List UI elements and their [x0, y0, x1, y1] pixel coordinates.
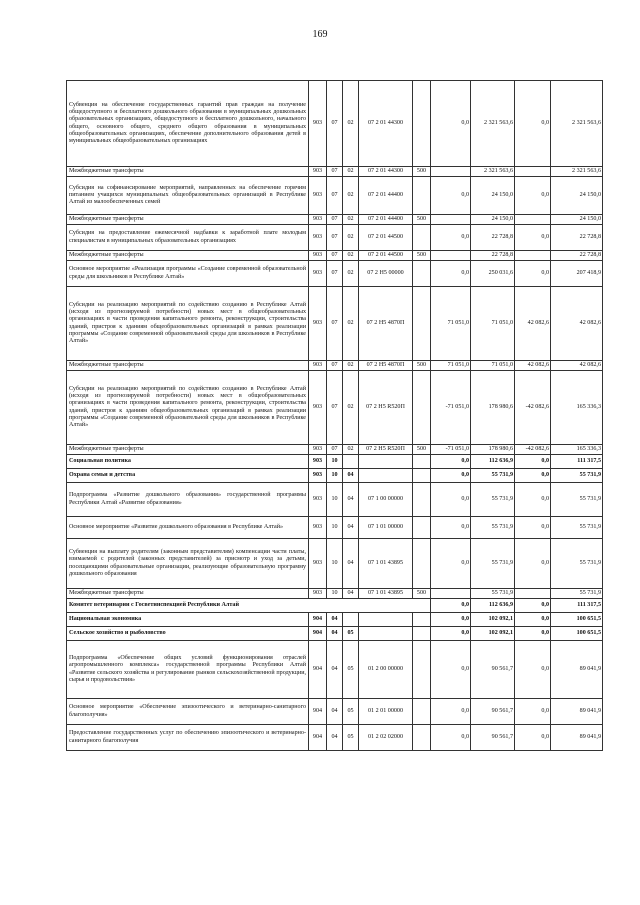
row-name-cell: Подпрограмма «Обеспечение общих условий функционирования отраслей агропромышленного комплекса» государственной программы Республики Алтай «Развитие сельского хозяйства и регулирование рынков сельскохозяйственной продукции, сырья и продовольствия» [67, 641, 309, 699]
row-amount-a-cell: 0,0 [431, 469, 471, 483]
row-admin-code-cell: 904 [309, 627, 327, 641]
row-admin-code-cell: 903 [309, 81, 327, 167]
row-target-article-cell: 07 2 Н5 00000 [359, 261, 413, 287]
row-target-article-cell: 07 1 01 43895 [359, 589, 413, 599]
row-expense-type-cell: 500 [413, 215, 431, 225]
row-admin-code-cell: 903 [309, 455, 327, 469]
row-amount-c-cell: 0,0 [515, 261, 551, 287]
row-subsection-code-cell: 02 [343, 287, 359, 361]
row-amount-c-cell [515, 251, 551, 261]
row-expense-type-cell: 500 [413, 167, 431, 177]
row-subsection-code-cell: 02 [343, 251, 359, 261]
row-admin-code-cell: 903 [309, 371, 327, 445]
table-row [67, 539, 603, 589]
row-expense-type-cell [413, 261, 431, 287]
row-target-article-cell: 07 2 01 44500 [359, 251, 413, 261]
budget-table [66, 80, 603, 751]
row-name-cell: Охрана семьи и детства [67, 469, 309, 483]
row-section-code-cell: 04 [327, 627, 343, 641]
row-amount-b-cell: 55 731,9 [471, 469, 515, 483]
row-name-cell: Субвенция на обеспечение государственных гарантий прав граждан на получение общедоступного и бесплатного дошкольного образования в муниципальных дошкольных образовательных организациях, общедоступного и бесплатного дошкольного, начального общего, основного общего, среднего общего образования в муниципальных общеобразовательных организациях, обеспечение дополнительного образования детей в муниципальных общеобразовательных организациях [67, 81, 309, 167]
row-target-article-cell: 01 2 00 00000 [359, 641, 413, 699]
row-name-cell: Межбюджетные трансферты [67, 167, 309, 177]
row-amount-d-cell: 2 321 563,6 [551, 167, 603, 177]
row-subsection-code-cell: 04 [343, 517, 359, 539]
row-amount-b-cell: 2 321 563,6 [471, 81, 515, 167]
row-amount-d-cell: 100 651,5 [551, 613, 603, 627]
table-row [67, 483, 603, 517]
table-row [67, 177, 603, 215]
row-admin-code-cell: 903 [309, 445, 327, 455]
row-section-code-cell: 07 [327, 215, 343, 225]
row-amount-a-cell: 0,0 [431, 225, 471, 251]
row-subsection-code-cell: 04 [343, 483, 359, 517]
budget-table-body [67, 81, 603, 751]
row-section-code-cell: 07 [327, 445, 343, 455]
row-expense-type-cell [413, 517, 431, 539]
row-target-article-cell: 07 1 01 00000 [359, 517, 413, 539]
row-admin-code-cell: 903 [309, 251, 327, 261]
page-number: 169 [312, 29, 328, 40]
row-amount-d-cell: 42 082,6 [551, 287, 603, 361]
row-name-cell: Межбюджетные трансферты [67, 215, 309, 225]
row-amount-b-cell: 90 561,7 [471, 699, 515, 725]
row-amount-b-cell: 102 092,1 [471, 627, 515, 641]
row-subsection-code-cell: 04 [343, 589, 359, 599]
row-section-code-cell: 07 [327, 81, 343, 167]
row-amount-d-cell: 111 317,5 [551, 599, 603, 613]
row-amount-c-cell: 0,0 [515, 599, 551, 613]
row-section-code-cell: 07 [327, 177, 343, 215]
row-amount-d-cell: 55 731,9 [551, 517, 603, 539]
row-amount-a-cell [431, 215, 471, 225]
row-admin-code-cell: 903 [309, 167, 327, 177]
row-admin-code-cell: 903 [309, 177, 327, 215]
row-subsection-code-cell [343, 613, 359, 627]
row-name-cell: Межбюджетные трансферты [67, 251, 309, 261]
row-amount-a-cell: 0,0 [431, 641, 471, 699]
row-target-article-cell: 07 2 01 44400 [359, 215, 413, 225]
row-section-code-cell: 07 [327, 167, 343, 177]
row-name-cell: Субсидии на реализацию мероприятий по содействию созданию в Республике Алтай (исходя из прогнозируемой потребности) новых мест в общеобразовательных организациях в части проведения капитального ремонта, реконструкции, строительства зданий, пристроя к зданиям общеобразовательных организаций в рамках реализации программы «Создание современной образовательной среды для школьников в Республике Алтай» [67, 371, 309, 445]
row-expense-type-cell [413, 455, 431, 469]
row-expense-type-cell [413, 627, 431, 641]
row-subsection-code-cell: 02 [343, 445, 359, 455]
row-amount-d-cell: 55 731,9 [551, 483, 603, 517]
table-row [67, 455, 603, 469]
row-subsection-code-cell: 05 [343, 641, 359, 699]
row-target-article-cell [359, 469, 413, 483]
row-section-code-cell: 10 [327, 539, 343, 589]
row-expense-type-cell [413, 469, 431, 483]
row-section-code-cell: 07 [327, 261, 343, 287]
row-amount-c-cell: 0,0 [515, 455, 551, 469]
row-amount-a-cell [431, 251, 471, 261]
row-section-code-cell: 10 [327, 483, 343, 517]
table-row [67, 445, 603, 455]
row-amount-a-cell: 0,0 [431, 539, 471, 589]
row-subsection-code-cell: 02 [343, 177, 359, 215]
row-amount-a-cell: 0,0 [431, 699, 471, 725]
row-amount-a-cell: 0,0 [431, 599, 471, 613]
row-section-code-cell: 07 [327, 225, 343, 251]
row-amount-c-cell: 0,0 [515, 627, 551, 641]
row-amount-a-cell: -71 051,0 [431, 445, 471, 455]
row-admin-code-cell: 903 [309, 469, 327, 483]
row-amount-b-cell: 250 031,6 [471, 261, 515, 287]
row-name-cell: Основное мероприятие «Реализация программы «Создание современной образовательной среды для школьников в Республике Алтай» [67, 261, 309, 287]
row-amount-d-cell: 165 336,3 [551, 445, 603, 455]
row-expense-type-cell: 500 [413, 589, 431, 599]
row-subsection-code-cell: 02 [343, 81, 359, 167]
row-admin-code-cell: 903 [309, 539, 327, 589]
row-name-cell: Субсидия на предоставление ежемесячной надбавки к заработной плате молодым специалистам в муниципальных образовательных организациях [67, 225, 309, 251]
row-name-cell: Межбюджетные трансферты [67, 445, 309, 455]
row-subsection-code-cell: 05 [343, 699, 359, 725]
row-admin-code-cell: 904 [309, 725, 327, 751]
row-amount-d-cell: 55 731,9 [551, 469, 603, 483]
row-section-code-cell: 10 [327, 469, 343, 483]
row-amount-b-cell: 178 980,6 [471, 445, 515, 455]
row-subsection-code-cell: 02 [343, 371, 359, 445]
row-name-cell: Субсидия на софинансирование мероприятий, направленных на обеспечение горячим питанием учащихся муниципальных общеобразовательных организаций в Республике Алтай из малообеспеченных семей [67, 177, 309, 215]
row-target-article-cell: 07 2 Н5 R520П [359, 445, 413, 455]
row-amount-c-cell: 0,0 [515, 81, 551, 167]
table-row [67, 225, 603, 251]
row-subsection-code-cell: 02 [343, 361, 359, 371]
row-amount-a-cell: 0,0 [431, 81, 471, 167]
table-row [67, 251, 603, 261]
row-expense-type-cell [413, 177, 431, 215]
table-row [67, 287, 603, 361]
row-section-code-cell: 07 [327, 251, 343, 261]
row-amount-b-cell: 2 321 563,6 [471, 167, 515, 177]
row-subsection-code-cell: 05 [343, 627, 359, 641]
row-name-cell: Комитет ветеринарии с Госветинспекцией Республики Алтай [67, 599, 431, 613]
row-target-article-cell [359, 627, 413, 641]
row-amount-d-cell: 89 041,9 [551, 699, 603, 725]
row-admin-code-cell: 903 [309, 483, 327, 517]
row-admin-code-cell: 904 [309, 699, 327, 725]
row-admin-code-cell: 903 [309, 517, 327, 539]
row-expense-type-cell [413, 613, 431, 627]
row-expense-type-cell [413, 225, 431, 251]
row-amount-d-cell: 22 728,8 [551, 225, 603, 251]
row-amount-b-cell: 24 150,0 [471, 215, 515, 225]
row-target-article-cell: 07 2 01 44300 [359, 167, 413, 177]
row-amount-b-cell: 112 636,9 [471, 455, 515, 469]
row-amount-b-cell: 102 092,1 [471, 613, 515, 627]
row-amount-a-cell [431, 589, 471, 599]
row-amount-d-cell: 89 041,9 [551, 725, 603, 751]
row-admin-code-cell: 903 [309, 215, 327, 225]
row-section-code-cell: 10 [327, 589, 343, 599]
row-amount-b-cell: 55 731,9 [471, 589, 515, 599]
row-expense-type-cell: 500 [413, 445, 431, 455]
row-section-code-cell: 04 [327, 613, 343, 627]
row-amount-a-cell: 71 051,0 [431, 361, 471, 371]
table-row [67, 517, 603, 539]
row-amount-c-cell [515, 215, 551, 225]
row-section-code-cell: 04 [327, 725, 343, 751]
row-expense-type-cell: 500 [413, 251, 431, 261]
row-amount-c-cell: 0,0 [515, 613, 551, 627]
row-amount-b-cell: 55 731,9 [471, 539, 515, 589]
row-name-cell: Основное мероприятие «Развитие дошкольного образования в Республике Алтай» [67, 517, 309, 539]
table-row [67, 81, 603, 167]
row-section-code-cell: 10 [327, 517, 343, 539]
row-section-code-cell: 07 [327, 371, 343, 445]
row-amount-a-cell: 0,0 [431, 627, 471, 641]
row-target-article-cell: 01 2 02 02000 [359, 725, 413, 751]
row-target-article-cell: 07 2 Н5 R520П [359, 371, 413, 445]
row-expense-type-cell [413, 699, 431, 725]
row-admin-code-cell: 904 [309, 613, 327, 627]
row-subsection-code-cell: 04 [343, 539, 359, 589]
row-amount-c-cell: 0,0 [515, 641, 551, 699]
row-amount-d-cell: 22 728,8 [551, 251, 603, 261]
row-admin-code-cell: 903 [309, 225, 327, 251]
row-name-cell: Социальная политика [67, 455, 309, 469]
row-name-cell: Основное мероприятие «Обеспечение эпизоотического и ветеринарно-санитарного благополучия» [67, 699, 309, 725]
row-amount-b-cell: 55 731,9 [471, 517, 515, 539]
row-amount-c-cell [515, 589, 551, 599]
row-amount-a-cell: 0,0 [431, 725, 471, 751]
row-amount-c-cell: -42 082,6 [515, 371, 551, 445]
row-amount-d-cell: 55 731,9 [551, 589, 603, 599]
table-row [67, 371, 603, 445]
row-amount-b-cell: 112 636,9 [471, 599, 515, 613]
row-admin-code-cell: 903 [309, 361, 327, 371]
row-target-article-cell: 07 2 01 44400 [359, 177, 413, 215]
row-expense-type-cell [413, 725, 431, 751]
row-subsection-code-cell: 02 [343, 261, 359, 287]
row-amount-b-cell: 90 561,7 [471, 725, 515, 751]
row-amount-a-cell: 71 051,0 [431, 287, 471, 361]
row-amount-b-cell: 22 728,8 [471, 251, 515, 261]
table-row [67, 641, 603, 699]
row-amount-a-cell: 0,0 [431, 517, 471, 539]
row-admin-code-cell: 904 [309, 641, 327, 699]
table-row [67, 215, 603, 225]
row-amount-a-cell [431, 167, 471, 177]
row-expense-type-cell [413, 287, 431, 361]
row-target-article-cell [359, 613, 413, 627]
row-amount-c-cell: 0,0 [515, 517, 551, 539]
row-expense-type-cell [413, 81, 431, 167]
table-row [67, 589, 603, 599]
row-amount-d-cell: 100 651,5 [551, 627, 603, 641]
row-amount-a-cell: 0,0 [431, 483, 471, 517]
row-amount-b-cell: 90 561,7 [471, 641, 515, 699]
row-amount-c-cell: 0,0 [515, 225, 551, 251]
row-subsection-code-cell [343, 455, 359, 469]
row-target-article-cell: 01 2 01 00000 [359, 699, 413, 725]
row-admin-code-cell: 903 [309, 589, 327, 599]
table-row [67, 261, 603, 287]
row-amount-b-cell: 22 728,8 [471, 225, 515, 251]
row-target-article-cell: 07 2 01 44300 [359, 81, 413, 167]
row-target-article-cell: 07 2 Н5 4870П [359, 287, 413, 361]
row-expense-type-cell [413, 641, 431, 699]
row-name-cell: Предоставление государственных услуг по обеспечению эпизоотического и ветеринарно-санитарного благополучия [67, 725, 309, 751]
row-amount-c-cell: 0,0 [515, 483, 551, 517]
row-amount-c-cell [515, 167, 551, 177]
row-name-cell: Межбюджетные трансферты [67, 361, 309, 371]
row-subsection-code-cell: 05 [343, 725, 359, 751]
row-amount-a-cell: 0,0 [431, 613, 471, 627]
table-row [67, 725, 603, 751]
row-amount-c-cell: 42 082,6 [515, 361, 551, 371]
row-amount-b-cell: 55 731,9 [471, 483, 515, 517]
table-row [67, 699, 603, 725]
row-name-cell: Сельское хозяйство и рыболовство [67, 627, 309, 641]
table-row [67, 613, 603, 627]
row-target-article-cell: 07 2 Н5 4870П [359, 361, 413, 371]
row-subsection-code-cell: 02 [343, 215, 359, 225]
row-name-cell: Национальная экономика [67, 613, 309, 627]
row-amount-c-cell: 0,0 [515, 725, 551, 751]
row-amount-d-cell: 165 336,3 [551, 371, 603, 445]
row-amount-b-cell: 71 051,0 [471, 287, 515, 361]
row-expense-type-cell [413, 539, 431, 589]
row-amount-b-cell: 178 980,6 [471, 371, 515, 445]
row-amount-b-cell: 71 051,0 [471, 361, 515, 371]
row-expense-type-cell: 500 [413, 361, 431, 371]
row-admin-code-cell: 903 [309, 287, 327, 361]
row-amount-d-cell: 89 041,9 [551, 641, 603, 699]
row-name-cell: Межбюджетные трансферты [67, 589, 309, 599]
row-section-code-cell: 04 [327, 699, 343, 725]
row-amount-a-cell: 0,0 [431, 177, 471, 215]
row-amount-d-cell: 24 150,0 [551, 215, 603, 225]
row-amount-c-cell: 42 082,6 [515, 287, 551, 361]
row-amount-d-cell: 42 082,6 [551, 361, 603, 371]
row-section-code-cell: 07 [327, 361, 343, 371]
row-name-cell: Подпрограмма «Развитие дошкольного образования» государственной программы Республики Алтай «Развитие образования» [67, 483, 309, 517]
row-target-article-cell [359, 455, 413, 469]
row-amount-a-cell: -71 051,0 [431, 371, 471, 445]
row-section-code-cell: 07 [327, 287, 343, 361]
row-amount-c-cell: 0,0 [515, 539, 551, 589]
table-row [67, 627, 603, 641]
row-expense-type-cell [413, 483, 431, 517]
row-section-code-cell: 04 [327, 641, 343, 699]
table-row [67, 599, 603, 613]
table-row [67, 361, 603, 371]
row-subsection-code-cell: 02 [343, 225, 359, 251]
row-amount-d-cell: 24 150,0 [551, 177, 603, 215]
row-expense-type-cell [413, 371, 431, 445]
row-amount-a-cell: 0,0 [431, 261, 471, 287]
row-target-article-cell: 07 1 01 43895 [359, 539, 413, 589]
row-amount-d-cell: 55 731,9 [551, 539, 603, 589]
row-name-cell: Субсидии на реализацию мероприятий по содействию созданию в Республике Алтай (исходя из прогнозируемой потребности) новых мест в общеобразовательных организациях в части проведения капитального ремонта, реконструкции, строительства зданий, пристроя к зданиям общеобразовательных организаций в рамках реализации программы «Создание современной образовательной среды для школьников в Республике Алтай» [67, 287, 309, 361]
row-amount-d-cell: 2 321 563,6 [551, 81, 603, 167]
row-amount-d-cell: 111 317,5 [551, 455, 603, 469]
row-amount-c-cell: 0,0 [515, 469, 551, 483]
row-amount-a-cell: 0,0 [431, 455, 471, 469]
row-subsection-code-cell: 02 [343, 167, 359, 177]
row-target-article-cell: 07 1 00 00000 [359, 483, 413, 517]
table-row [67, 167, 603, 177]
row-amount-b-cell: 24 150,0 [471, 177, 515, 215]
row-amount-c-cell: 0,0 [515, 699, 551, 725]
row-target-article-cell: 07 2 01 44500 [359, 225, 413, 251]
row-amount-d-cell: 207 418,9 [551, 261, 603, 287]
row-section-code-cell: 10 [327, 455, 343, 469]
row-name-cell: Субвенция на выплату родителям (законным представителям) компенсации части платы, взимаемой с родителей (законных представителей) за присмотр и уход за детьми, посещающими образовательные организации, реализующие образовательную программу дошкольного образования [67, 539, 309, 589]
table-row [67, 469, 603, 483]
row-admin-code-cell: 903 [309, 261, 327, 287]
row-amount-c-cell: 0,0 [515, 177, 551, 215]
row-amount-c-cell: -42 082,6 [515, 445, 551, 455]
row-subsection-code-cell: 04 [343, 469, 359, 483]
